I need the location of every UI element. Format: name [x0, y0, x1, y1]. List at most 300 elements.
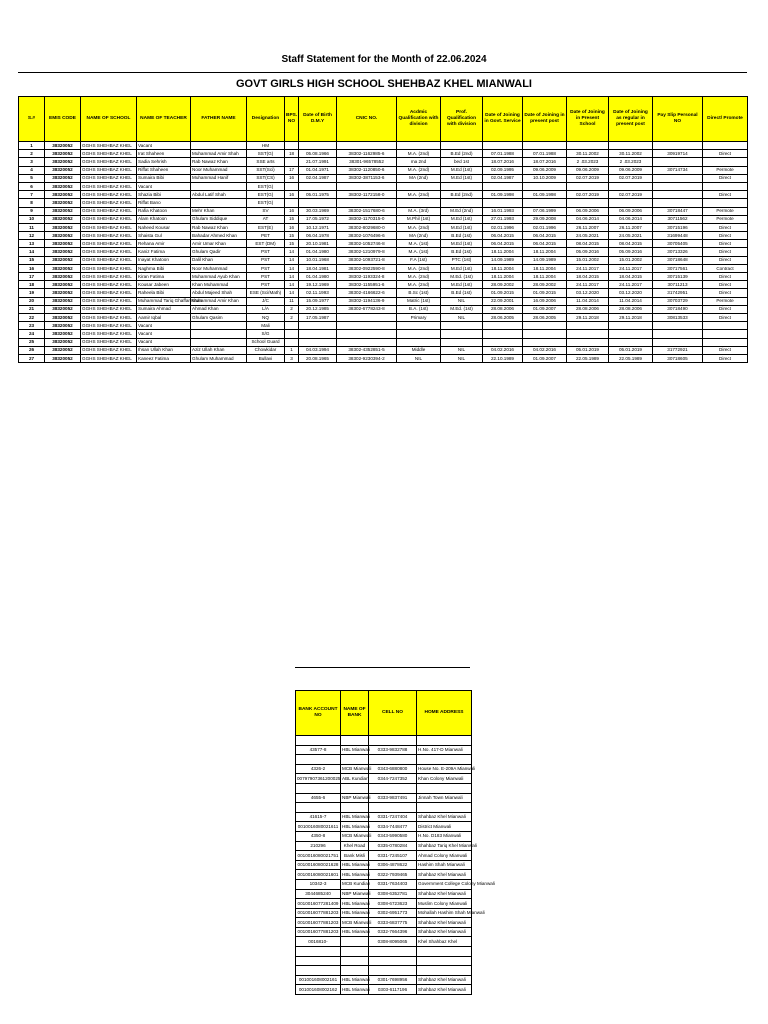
table-cell: GGHS SHEHBAZ KHEL [81, 322, 137, 330]
table-cell: 25 [19, 338, 45, 346]
table-row [296, 956, 472, 966]
table-cell [397, 338, 441, 346]
table-cell [653, 338, 703, 346]
table-cell: 2 [285, 305, 299, 313]
table-cell: 11.04.2014 [567, 297, 609, 305]
table-cell: Direct [703, 256, 748, 264]
table-cell [703, 338, 748, 346]
table-cell: GGHS SHEHBAZ KHEL [81, 256, 137, 264]
table-cell: Abdul Latif Shah [191, 191, 247, 199]
table-cell: Rab Nawaz Khan [191, 223, 247, 231]
table-cell: 2 [285, 313, 299, 321]
table-cell: Direct [703, 223, 748, 231]
table-cell: 0331-7247404 [369, 812, 417, 822]
table-cell: District Mianwali [417, 822, 472, 832]
school-name: GOVT GIRLS HIGH SCHOOL SHEHBAZ KHEL MIANWALI [236, 78, 532, 90]
table-cell: School Guard [247, 338, 285, 346]
bank-details-table [295, 690, 495, 995]
table-cell [369, 803, 417, 813]
table-cell: GGHS SHEHBAZ KHEL [81, 182, 137, 190]
table-cell: 15.01.2002 [567, 256, 609, 264]
table-row [19, 273, 748, 281]
table-row [19, 289, 748, 297]
table-cell: 38320052 [45, 281, 81, 289]
table-cell: 06.04.1978 [299, 232, 337, 240]
table-row [19, 166, 748, 174]
heading-divider [18, 72, 747, 73]
table-cell: 24.05.2021 [567, 232, 609, 240]
bank-header-cell: CELL NO [369, 691, 417, 736]
table-cell: 19.12.1969 [299, 281, 337, 289]
table-cell: M.Ed (1st) [441, 174, 483, 182]
table-cell [337, 338, 397, 346]
table-cell: 18.04.2015 [609, 273, 653, 281]
table-cell [567, 182, 609, 190]
table-cell: M.Ed (1st) [441, 240, 483, 248]
table-cell: GGHS SHEHBAZ KHEL [81, 191, 137, 199]
table-cell: HBL Mianwali [341, 985, 369, 995]
table-cell: M.Ed (1st) [441, 223, 483, 231]
table-cell: 0335-0780284 [369, 841, 417, 851]
table-cell: PST [247, 264, 285, 272]
table-cell: 29.11.2018 [609, 313, 653, 321]
table-cell: Shahbaz Khel Mianwali [417, 927, 472, 937]
table-cell: HBL Mianwali [341, 908, 369, 918]
table-cell: 16 [285, 207, 299, 215]
table-cell: 06.09.2006 [609, 207, 653, 215]
bank-header-cell: HOME ADDRESS [417, 691, 472, 736]
table-cell: 4350-8 [296, 831, 341, 841]
table-cell: 05.01.2019 [567, 346, 609, 354]
table-cell [523, 142, 567, 150]
table-row [296, 947, 472, 957]
table-cell: 38302-1170315-0 [337, 215, 397, 223]
table-cell [567, 330, 609, 338]
table-cell [296, 956, 341, 966]
table-cell [441, 199, 483, 207]
table-cell: 18.07.2016 [483, 158, 523, 166]
table-cell: Permote [703, 297, 748, 305]
table-cell: Noor Muhammad [191, 264, 247, 272]
table-cell: F.A (1st) [397, 256, 441, 264]
table-cell [397, 182, 441, 190]
table-cell: MCB Mianwali [341, 764, 369, 774]
table-cell: M.A. (2nd) [397, 150, 441, 158]
table-cell: M.Ed (1st) [441, 264, 483, 272]
table-cell [285, 182, 299, 190]
table-cell: Khan Colony Mianwali [417, 774, 472, 784]
table-cell: 38301-96578552 [337, 158, 397, 166]
table-cell: 38302-1052746-8 [337, 240, 397, 248]
staff-header-cell: Pay Slip Personal NO [653, 97, 703, 142]
table-row [19, 240, 748, 248]
table-cell: 3 [285, 354, 299, 362]
table-cell: M.A. (2nd) [397, 223, 441, 231]
table-cell: GGHS SHEHBAZ KHEL [81, 346, 137, 354]
table-cell [397, 199, 441, 207]
table-cell: 18.04.1981 [299, 264, 337, 272]
table-cell: 02.04.1987 [483, 174, 523, 182]
table-cell: Rehana Amir [137, 240, 191, 248]
table-cell: 02.04.1987 [299, 174, 337, 182]
table-cell: 10 [19, 215, 45, 223]
table-cell: 24.11.2017 [609, 264, 653, 272]
table-cell: 0302-6951773 [369, 908, 417, 918]
table-cell: SST(Sci) [247, 166, 285, 174]
table-cell [299, 322, 337, 330]
table-cell [341, 783, 369, 793]
table-row [296, 975, 472, 985]
table-cell: 18.11.2004 [483, 273, 523, 281]
table-cell: GGHS SHEHBAZ KHEL [81, 174, 137, 182]
table-cell: 01.09.2007 [523, 354, 567, 362]
table-cell: HBL Mianwali [341, 899, 369, 909]
table-cell: 0303-6117196 [369, 985, 417, 995]
table-cell: Permote [703, 215, 748, 223]
table-row [19, 199, 748, 207]
table-cell: 21.07.1991 [299, 158, 337, 166]
table-cell: 09.06.2009 [523, 166, 567, 174]
staff-header-cell: NAME OF TEACHER [137, 97, 191, 142]
table-cell: 14 [285, 248, 299, 256]
table-cell [609, 182, 653, 190]
table-cell [369, 783, 417, 793]
table-cell: 02.09.1995 [483, 166, 523, 174]
table-cell: 05.01.2019 [609, 346, 653, 354]
table-cell: 0301-7698956 [369, 975, 417, 985]
table-row [19, 174, 748, 182]
table-cell: M.A. (2nd) [397, 191, 441, 199]
table-cell: 38320052 [45, 191, 81, 199]
table-cell: 18.07.2016 [523, 158, 567, 166]
table-cell: H.No. 417-D Mianwali [417, 745, 472, 755]
table-cell [417, 736, 472, 746]
table-cell: PST [247, 256, 285, 264]
table-cell [337, 322, 397, 330]
table-cell: 38302-1517680-6 [337, 207, 397, 215]
table-row [19, 330, 748, 338]
table-cell: 31772921 [653, 346, 703, 354]
table-cell [341, 803, 369, 813]
table-cell: 38320052 [45, 232, 81, 240]
table-cell: 38302-1155951-6 [337, 281, 397, 289]
table-cell: 28.06.2005 [523, 313, 567, 321]
table-cell: 30705405 [653, 240, 703, 248]
table-cell [703, 182, 748, 190]
table-cell: 0343-6880800 [369, 764, 417, 774]
table-cell: 29.11.2018 [567, 313, 609, 321]
table-cell: 4326-2 [296, 764, 341, 774]
table-cell: Bank Misli [341, 851, 369, 861]
table-row [296, 908, 472, 918]
table-cell: 10342-3 [296, 879, 341, 889]
table-cell: AT [247, 215, 285, 223]
table-cell: 3044685240 [296, 889, 341, 899]
table-cell: 04.02.2016 [523, 346, 567, 354]
table-cell [417, 783, 472, 793]
table-cell: Direct [703, 174, 748, 182]
table-cell [703, 199, 748, 207]
table-cell: 24 [19, 330, 45, 338]
table-cell: Hashim Shah Mianwali [417, 860, 472, 870]
staff-header-cell: Date of Birth D.M.Y [299, 97, 337, 142]
table-cell: 18.11.2004 [523, 264, 567, 272]
table-cell: 30718447 [653, 207, 703, 215]
table-cell: Inayat Khatoon [137, 256, 191, 264]
table-row [19, 150, 748, 158]
table-cell: Ghulam Siddique [191, 215, 247, 223]
table-cell: HM [247, 142, 285, 150]
table-row [19, 297, 748, 305]
table-cell: 0322-7939465 [369, 870, 417, 880]
table-cell: 01.09.1998 [523, 191, 567, 199]
table-cell [299, 330, 337, 338]
table-cell: GGHS SHEHBAZ KHEL [81, 297, 137, 305]
table-cell [341, 947, 369, 957]
table-cell: NIL [397, 354, 441, 362]
table-cell: Shahbaz Khel Mianwali [417, 975, 472, 985]
table-cell: Direct [703, 281, 748, 289]
table-cell: 28.08.2006 [567, 305, 609, 313]
table-cell: 30714734 [653, 166, 703, 174]
table-cell: MCB Mianwali [341, 831, 369, 841]
bank-header-cell: BANK ACCOUNT NO [296, 691, 341, 736]
table-cell: Muslim Colony Mianwali [417, 899, 472, 909]
table-cell: 19 [19, 289, 45, 297]
table-row [19, 264, 748, 272]
table-cell [191, 338, 247, 346]
table-cell: 11.04.2014 [609, 297, 653, 305]
table-cell: 38302-1162985-6 [337, 150, 397, 158]
table-cell [441, 142, 483, 150]
table-row [19, 305, 748, 313]
table-cell: MA (2nd) [397, 232, 441, 240]
table-cell: 04.06.2014 [567, 215, 609, 223]
table-cell [523, 199, 567, 207]
table-cell: PET [247, 232, 285, 240]
bank-table-header-row [296, 691, 472, 736]
table-row [296, 870, 472, 880]
table-cell: PST [247, 248, 285, 256]
table-cell: 08.04.2015 [567, 240, 609, 248]
table-cell: 30715196 [653, 223, 703, 231]
table-cell [299, 182, 337, 190]
table-cell: 38320052 [45, 207, 81, 215]
table-cell: M.A. (2nd) [397, 264, 441, 272]
table-cell: HBL Mianwali [341, 927, 369, 937]
table-cell: Ghulam Muhammad [191, 354, 247, 362]
table-cell: 6 [19, 182, 45, 190]
staff-header-cell: S.# [19, 97, 45, 142]
table-cell: 21 [19, 305, 45, 313]
table-cell: 30703729 [653, 297, 703, 305]
table-cell: SST(CS) [247, 174, 285, 182]
table-cell: Vacant [137, 182, 191, 190]
table-cell: 08.04.2015 [609, 240, 653, 248]
table-cell [703, 330, 748, 338]
table-cell: 001001608002162 [296, 985, 341, 995]
table-cell: Riffat Shaheen [137, 166, 191, 174]
table-cell: Sadia Sehrish [137, 158, 191, 166]
table-cell [191, 330, 247, 338]
table-cell: 06.04.2015 [483, 232, 523, 240]
table-cell [609, 199, 653, 207]
table-cell [567, 199, 609, 207]
table-cell: 05.01.1975 [299, 191, 337, 199]
table-cell [523, 182, 567, 190]
table-cell: 06.09.2006 [567, 207, 609, 215]
table-cell [191, 322, 247, 330]
table-cell [441, 338, 483, 346]
table-cell: Ghulam Qadir [191, 248, 247, 256]
table-cell: Amir Umar Khan [191, 240, 247, 248]
table-cell: 38302-8029680-0 [337, 223, 397, 231]
table-cell: 1 [285, 346, 299, 354]
table-cell: M.Ed (1st) [441, 281, 483, 289]
table-cell: Muhammad Tariq Ghaffar Khan [138, 298, 202, 304]
table-cell: 16 [19, 264, 45, 272]
table-cell: EST(G) [247, 199, 285, 207]
table-cell: 38320052 [45, 158, 81, 166]
table-cell: 24.11.2017 [567, 281, 609, 289]
table-cell: 01.09.1998 [483, 191, 523, 199]
table-row [296, 736, 472, 746]
table-cell: 41615-7 [296, 812, 341, 822]
table-cell: 30718648 [653, 256, 703, 264]
table-cell: HBL Mianwali [341, 975, 369, 985]
table-row [296, 783, 472, 793]
table-cell: 03.12.2020 [609, 289, 653, 297]
table-row [296, 822, 472, 832]
table-cell: Ahmad Colony Mianwali [417, 851, 472, 861]
table-cell: HBL Mianwali [341, 860, 369, 870]
table-cell [483, 182, 523, 190]
table-cell [285, 158, 299, 166]
table-cell: 01.04.1971 [299, 166, 337, 174]
table-cell: 04.02.2016 [483, 346, 523, 354]
table-cell [567, 322, 609, 330]
table-cell: Shahbaz Khel Mianwali [417, 812, 472, 822]
table-cell: Primary [397, 313, 441, 321]
table-cell: HBL Mianwali [341, 870, 369, 880]
table-cell: 38320052 [45, 289, 81, 297]
table-cell: Shaista Gul [137, 232, 191, 240]
table-cell: 04.03.1994 [299, 346, 337, 354]
table-cell: 15 [19, 256, 45, 264]
table-cell: 0010016077881203 [296, 918, 341, 928]
table-cell: Khan Muhammad [191, 281, 247, 289]
table-cell: SV [247, 207, 285, 215]
table-row [296, 831, 472, 841]
table-cell: 07.01.1988 [523, 150, 567, 158]
table-cell: 14.09.1989 [483, 256, 523, 264]
table-cell: 8 [19, 199, 45, 207]
table-cell: 0344-7247352 [369, 774, 417, 784]
table-cell [285, 199, 299, 207]
table-cell: 18.11.2004 [483, 248, 523, 256]
table-cell: Jinnah Town Mianwali [417, 793, 472, 803]
table-cell: 38320052 [45, 174, 81, 182]
table-cell: 04.06.2014 [609, 215, 653, 223]
table-cell: 38320052 [45, 330, 81, 338]
table-cell: 0010016080021628 [296, 860, 341, 870]
table-cell: Abdul Majeed Shah [191, 289, 247, 297]
table-cell [337, 199, 397, 207]
table-cell: 30.03.1969 [299, 207, 337, 215]
table-cell: 14 [285, 281, 299, 289]
table-cell: 0331-7245107 [369, 851, 417, 861]
table-cell: PTC (1st) [441, 256, 483, 264]
table-row [19, 191, 748, 199]
table-cell [653, 182, 703, 190]
table-cell: Noor Muhammad [191, 166, 247, 174]
table-cell: 02.07.2019 [609, 191, 653, 199]
table-row [296, 841, 472, 851]
table-cell: 30718490 [653, 305, 703, 313]
table-cell: 14.09.1989 [523, 256, 567, 264]
table-cell: Direct [703, 232, 748, 240]
table-cell: GGHS SHEHBAZ KHEL [81, 232, 137, 240]
table-cell: 16.09.2006 [523, 297, 567, 305]
table-cell: Direct [703, 354, 748, 362]
table-cell: 07.06.1999 [523, 207, 567, 215]
table-cell: 2 [19, 150, 45, 158]
table-cell: J/C [247, 297, 285, 305]
table-cell: 38320052 [45, 305, 81, 313]
table-cell: NIL [441, 354, 483, 362]
table-cell [653, 158, 703, 166]
table-row [296, 851, 472, 861]
table-cell: Permote [703, 166, 748, 174]
table-cell [703, 142, 748, 150]
table-cell [341, 966, 369, 976]
table-cell: 0010016080021751 [296, 851, 341, 861]
table-cell [417, 956, 472, 966]
table-cell: 38302-0922590-8 [337, 264, 397, 272]
staff-table-header-row [19, 97, 748, 142]
table-cell: NQ [247, 313, 285, 321]
table-cell: Shahbaz Khel Mianwali [417, 918, 472, 928]
table-cell: 24.05.2021 [609, 232, 653, 240]
table-cell [483, 338, 523, 346]
table-cell: bed 1st [441, 158, 483, 166]
table-row [296, 860, 472, 870]
table-cell: 38302-6778243-8 [337, 305, 397, 313]
table-row [296, 937, 472, 947]
table-cell: 0010016077281409 [296, 899, 341, 909]
table-cell: Mohallah Hashim Shah Mianwali [417, 908, 472, 918]
table-cell: 16 [285, 174, 299, 182]
table-cell: GGHS SHEHBAZ KHEL [81, 338, 137, 346]
table-cell: M.A. (2nd) [397, 281, 441, 289]
table-cell [341, 755, 369, 765]
table-cell: Dalil Khan [191, 256, 247, 264]
table-cell: 38320052 [45, 338, 81, 346]
table-cell [609, 322, 653, 330]
table-cell: 38320052 [45, 142, 81, 150]
table-cell: GGHS SHEHBAZ KHEL [81, 142, 137, 150]
table-cell: 18 [285, 150, 299, 158]
table-cell [483, 330, 523, 338]
table-cell: Mehr Khan [191, 207, 247, 215]
table-cell: 02.11.1993 [299, 289, 337, 297]
table-cell: SST(G) [247, 150, 285, 158]
table-cell [191, 142, 247, 150]
staff-header-cell: NAME OF SCHOOL [81, 97, 137, 142]
table-cell: Kaneez Fatima [137, 354, 191, 362]
table-cell: GGHS SHEHBAZ KHEL [81, 273, 137, 281]
table-cell: M.Ed (1st) [441, 166, 483, 174]
